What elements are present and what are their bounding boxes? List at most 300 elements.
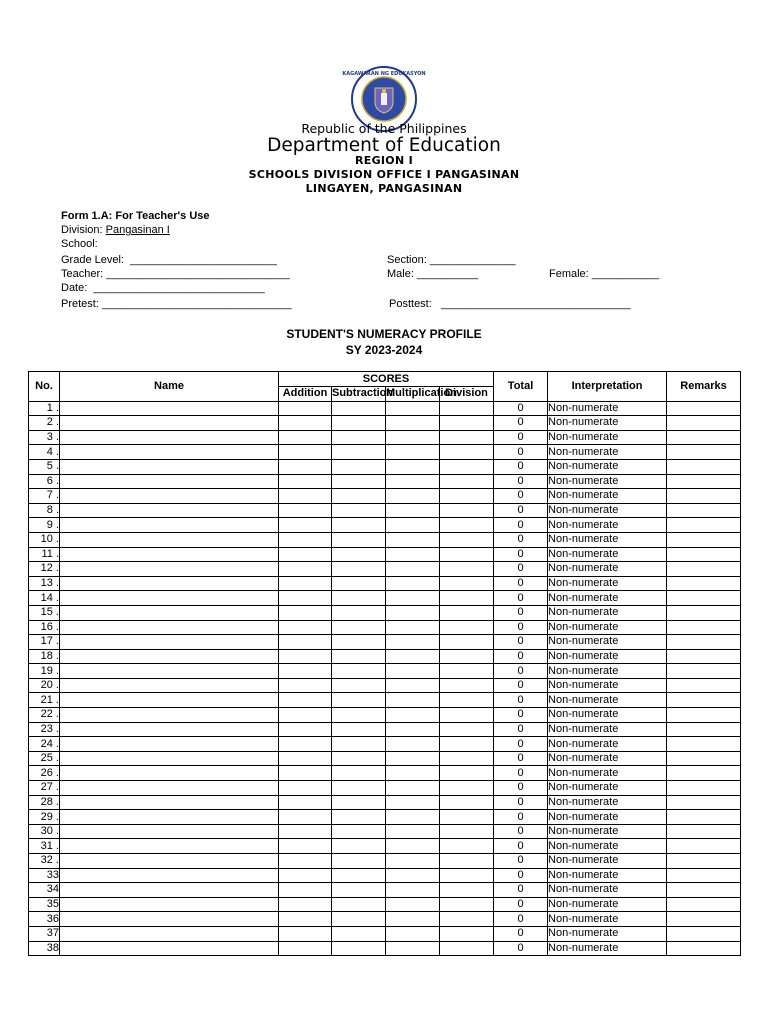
cell-interpretation: Non-numerate [548, 605, 667, 620]
cell-no: 22 . [29, 708, 60, 723]
cell-name [60, 489, 279, 504]
cell-addition [279, 459, 332, 474]
cell-total: 0 [494, 941, 548, 956]
cell-remarks [667, 883, 741, 898]
cell-division [440, 926, 494, 941]
cell-multiplication [386, 912, 440, 927]
cell-total: 0 [494, 635, 548, 650]
cell-subtraction [332, 766, 386, 781]
cell-total: 0 [494, 401, 548, 416]
cell-total: 0 [494, 459, 548, 474]
cell-interpretation: Non-numerate [548, 912, 667, 927]
female-field: Female: ___________ [549, 268, 660, 280]
cell-addition [279, 518, 332, 533]
cell-subtraction [332, 430, 386, 445]
cell-addition [279, 620, 332, 635]
cell-subtraction [332, 664, 386, 679]
cell-interpretation: Non-numerate [548, 445, 667, 460]
table-row [29, 532, 741, 547]
section-field: Section: ______________ [387, 254, 516, 266]
table-row [29, 810, 741, 825]
cell-no: 24 . [29, 737, 60, 752]
cell-no: 31 . [29, 839, 60, 854]
cell-remarks [667, 795, 741, 810]
table-row [29, 459, 741, 474]
cell-addition [279, 926, 332, 941]
table-row [29, 693, 741, 708]
cell-addition [279, 912, 332, 927]
cell-total: 0 [494, 518, 548, 533]
cell-remarks [667, 824, 741, 839]
cell-no: 28 . [29, 795, 60, 810]
table-row [29, 883, 741, 898]
cell-interpretation: Non-numerate [548, 766, 667, 781]
cell-addition [279, 839, 332, 854]
cell-interpretation: Non-numerate [548, 839, 667, 854]
cell-remarks [667, 489, 741, 504]
cell-interpretation: Non-numerate [548, 518, 667, 533]
cell-no: 19 . [29, 664, 60, 679]
table-row [29, 678, 741, 693]
col-total: Total [494, 372, 548, 402]
cell-division [440, 430, 494, 445]
cell-division [440, 401, 494, 416]
region-text: REGION I [355, 154, 413, 167]
cell-interpretation: Non-numerate [548, 401, 667, 416]
cell-name [60, 781, 279, 796]
cell-division [440, 941, 494, 956]
cell-addition [279, 781, 332, 796]
cell-division [440, 635, 494, 650]
cell-remarks [667, 416, 741, 431]
cell-total: 0 [494, 576, 548, 591]
table-row [29, 751, 741, 766]
cell-remarks [667, 722, 741, 737]
cell-multiplication [386, 883, 440, 898]
cell-no: 29 . [29, 810, 60, 825]
cell-subtraction [332, 416, 386, 431]
cell-total: 0 [494, 416, 548, 431]
cell-multiplication [386, 430, 440, 445]
cell-subtraction [332, 445, 386, 460]
cell-name [60, 474, 279, 489]
table-row [29, 868, 741, 883]
cell-no: 35 [29, 897, 60, 912]
cell-total: 0 [494, 445, 548, 460]
cell-total: 0 [494, 795, 548, 810]
cell-division [440, 620, 494, 635]
cell-division [440, 664, 494, 679]
cell-addition [279, 635, 332, 650]
cell-remarks [667, 664, 741, 679]
cell-subtraction [332, 781, 386, 796]
cell-name [60, 401, 279, 416]
cell-division [440, 722, 494, 737]
cell-addition [279, 649, 332, 664]
division-value: Pangasinan I [105, 224, 170, 236]
cell-total: 0 [494, 562, 548, 577]
col-division: Division [440, 387, 494, 402]
cell-interpretation: Non-numerate [548, 489, 667, 504]
cell-no: 33 [29, 868, 60, 883]
cell-division [440, 708, 494, 723]
table-row [29, 503, 741, 518]
cell-interpretation: Non-numerate [548, 737, 667, 752]
location-text: LINGAYEN, PANGASINAN [305, 182, 463, 195]
cell-multiplication [386, 854, 440, 869]
cell-no: 7 . [29, 489, 60, 504]
table-row [29, 605, 741, 620]
cell-subtraction [332, 810, 386, 825]
cell-remarks [667, 547, 741, 562]
cell-remarks [667, 576, 741, 591]
cell-name [60, 839, 279, 854]
table-row [29, 854, 741, 869]
cell-total: 0 [494, 430, 548, 445]
cell-multiplication [386, 489, 440, 504]
cell-subtraction [332, 795, 386, 810]
cell-name [60, 576, 279, 591]
cell-name [60, 518, 279, 533]
cell-subtraction [332, 532, 386, 547]
cell-addition [279, 678, 332, 693]
col-addition: Addition [279, 387, 332, 402]
cell-no: 32 . [29, 854, 60, 869]
cell-multiplication [386, 766, 440, 781]
cell-subtraction [332, 459, 386, 474]
cell-addition [279, 605, 332, 620]
table-row [29, 401, 741, 416]
cell-total: 0 [494, 766, 548, 781]
cell-multiplication [386, 795, 440, 810]
cell-total: 0 [494, 678, 548, 693]
table-row [29, 562, 741, 577]
cell-multiplication [386, 503, 440, 518]
cell-multiplication [386, 941, 440, 956]
table-row [29, 591, 741, 606]
cell-name [60, 605, 279, 620]
cell-name [60, 708, 279, 723]
cell-name [60, 664, 279, 679]
cell-no: 14 . [29, 591, 60, 606]
male-field: Male: __________ [387, 268, 479, 280]
cell-total: 0 [494, 693, 548, 708]
cell-interpretation: Non-numerate [548, 503, 667, 518]
cell-interpretation: Non-numerate [548, 897, 667, 912]
cell-addition [279, 751, 332, 766]
cell-addition [279, 547, 332, 562]
cell-division [440, 883, 494, 898]
cell-addition [279, 664, 332, 679]
cell-multiplication [386, 401, 440, 416]
cell-division [440, 751, 494, 766]
cell-subtraction [332, 489, 386, 504]
cell-name [60, 693, 279, 708]
cell-interpretation: Non-numerate [548, 751, 667, 766]
cell-subtraction [332, 868, 386, 883]
cell-multiplication [386, 416, 440, 431]
table-row [29, 722, 741, 737]
cell-addition [279, 824, 332, 839]
cell-multiplication [386, 693, 440, 708]
cell-division [440, 576, 494, 591]
cell-multiplication [386, 605, 440, 620]
cell-division [440, 532, 494, 547]
cell-subtraction [332, 576, 386, 591]
cell-name [60, 722, 279, 737]
cell-no: 8 . [29, 503, 60, 518]
cell-name [60, 678, 279, 693]
division-field [61, 224, 170, 236]
teacher-field: Teacher: ______________________________ [61, 268, 290, 280]
cell-subtraction [332, 824, 386, 839]
table-row [29, 489, 741, 504]
cell-total: 0 [494, 854, 548, 869]
cell-total: 0 [494, 649, 548, 664]
cell-remarks [667, 605, 741, 620]
cell-no: 11 . [29, 547, 60, 562]
cell-subtraction [332, 839, 386, 854]
cell-interpretation: Non-numerate [548, 693, 667, 708]
school-year: SY 2023-2024 [345, 343, 423, 357]
cell-name [60, 883, 279, 898]
cell-addition [279, 416, 332, 431]
cell-remarks [667, 854, 741, 869]
cell-division [440, 810, 494, 825]
grade-level-field: Grade Level: ________________________ [61, 254, 277, 266]
cell-name [60, 751, 279, 766]
cell-addition [279, 722, 332, 737]
cell-interpretation: Non-numerate [548, 708, 667, 723]
cell-subtraction [332, 941, 386, 956]
cell-addition [279, 708, 332, 723]
table-row [29, 897, 741, 912]
cell-remarks [667, 839, 741, 854]
cell-addition [279, 868, 332, 883]
cell-subtraction [332, 926, 386, 941]
cell-total: 0 [494, 605, 548, 620]
cell-no: 3 . [29, 430, 60, 445]
cell-addition [279, 401, 332, 416]
cell-no: 18 . [29, 649, 60, 664]
col-scores: SCORES [279, 372, 494, 387]
cell-multiplication [386, 708, 440, 723]
cell-subtraction [332, 854, 386, 869]
cell-no: 4 . [29, 445, 60, 460]
cell-no: 2 . [29, 416, 60, 431]
department-title: Department of Education [267, 135, 501, 156]
cell-total: 0 [494, 839, 548, 854]
cell-interpretation: Non-numerate [548, 926, 667, 941]
seal-text: KAGAWARAN NG EDUKASYON [342, 71, 426, 77]
col-subtraction: Subtraction [332, 387, 394, 400]
cell-remarks [667, 649, 741, 664]
cell-name [60, 824, 279, 839]
table-row [29, 620, 741, 635]
cell-interpretation: Non-numerate [548, 854, 667, 869]
cell-addition [279, 941, 332, 956]
cell-name [60, 854, 279, 869]
cell-interpretation: Non-numerate [548, 430, 667, 445]
col-no: No. [29, 372, 60, 402]
cell-division [440, 781, 494, 796]
cell-remarks [667, 781, 741, 796]
cell-name [60, 591, 279, 606]
cell-subtraction [332, 693, 386, 708]
cell-division [440, 766, 494, 781]
date-field: Date: ____________________________ [61, 282, 265, 294]
cell-division [440, 839, 494, 854]
cell-no: 13 . [29, 576, 60, 591]
cell-division [440, 445, 494, 460]
cell-interpretation: Non-numerate [548, 868, 667, 883]
table-row [29, 781, 741, 796]
cell-no: 34 [29, 883, 60, 898]
cell-interpretation: Non-numerate [548, 678, 667, 693]
cell-division [440, 824, 494, 839]
table-row [29, 474, 741, 489]
cell-name [60, 620, 279, 635]
cell-no: 6 . [29, 474, 60, 489]
cell-addition [279, 854, 332, 869]
cell-total: 0 [494, 620, 548, 635]
cell-addition [279, 766, 332, 781]
cell-remarks [667, 532, 741, 547]
cell-remarks [667, 591, 741, 606]
cell-total: 0 [494, 547, 548, 562]
cell-subtraction [332, 912, 386, 927]
cell-multiplication [386, 532, 440, 547]
cell-name [60, 810, 279, 825]
cell-subtraction [332, 547, 386, 562]
cell-multiplication [386, 926, 440, 941]
cell-subtraction [332, 605, 386, 620]
cell-subtraction [332, 635, 386, 650]
cell-division [440, 649, 494, 664]
cell-subtraction [332, 591, 386, 606]
cell-multiplication [386, 445, 440, 460]
cell-multiplication [386, 839, 440, 854]
cell-subtraction [332, 620, 386, 635]
table-row [29, 518, 741, 533]
cell-division [440, 854, 494, 869]
cell-division [440, 489, 494, 504]
cell-interpretation: Non-numerate [548, 562, 667, 577]
cell-name [60, 547, 279, 562]
cell-total: 0 [494, 868, 548, 883]
cell-total: 0 [494, 737, 548, 752]
cell-addition [279, 430, 332, 445]
cell-subtraction [332, 474, 386, 489]
cell-remarks [667, 678, 741, 693]
republic-text: Republic of the Philippines [301, 121, 467, 136]
cell-multiplication [386, 781, 440, 796]
table-row [29, 795, 741, 810]
cell-no: 27 . [29, 781, 60, 796]
cell-remarks [667, 459, 741, 474]
cell-total: 0 [494, 532, 548, 547]
cell-remarks [667, 810, 741, 825]
cell-addition [279, 445, 332, 460]
cell-remarks [667, 868, 741, 883]
cell-no: 20 . [29, 678, 60, 693]
cell-interpretation: Non-numerate [548, 649, 667, 664]
cell-name [60, 737, 279, 752]
cell-no: 36 [29, 912, 60, 927]
cell-remarks [667, 401, 741, 416]
cell-interpretation: Non-numerate [548, 474, 667, 489]
cell-total: 0 [494, 664, 548, 679]
table-row [29, 547, 741, 562]
cell-subtraction [332, 751, 386, 766]
cell-name [60, 503, 279, 518]
cell-multiplication [386, 868, 440, 883]
cell-total: 0 [494, 883, 548, 898]
cell-remarks [667, 751, 741, 766]
table-row [29, 926, 741, 941]
cell-interpretation: Non-numerate [548, 883, 667, 898]
cell-subtraction [332, 401, 386, 416]
cell-name [60, 897, 279, 912]
cell-total: 0 [494, 926, 548, 941]
cell-remarks [667, 926, 741, 941]
cell-no: 15 . [29, 605, 60, 620]
school-field: School: [61, 238, 98, 250]
cell-multiplication [386, 591, 440, 606]
pretest-field: Pretest: _______________________________ [61, 298, 292, 310]
cell-division [440, 693, 494, 708]
cell-subtraction [332, 678, 386, 693]
cell-division [440, 474, 494, 489]
cell-no: 5 . [29, 459, 60, 474]
cell-addition [279, 810, 332, 825]
cell-remarks [667, 635, 741, 650]
cell-interpretation: Non-numerate [548, 635, 667, 650]
cell-total: 0 [494, 591, 548, 606]
cell-division [440, 503, 494, 518]
cell-name [60, 532, 279, 547]
table-row [29, 766, 741, 781]
cell-subtraction [332, 897, 386, 912]
cell-name [60, 416, 279, 431]
cell-remarks [667, 941, 741, 956]
cell-name [60, 430, 279, 445]
posttest-field: Posttest: _______________________________ [389, 298, 631, 310]
table-row [29, 824, 741, 839]
col-interpretation: Interpretation [548, 372, 667, 402]
table-row [29, 839, 741, 854]
cell-no: 25 . [29, 751, 60, 766]
cell-total: 0 [494, 722, 548, 737]
cell-no: 38 [29, 941, 60, 956]
cell-multiplication [386, 722, 440, 737]
cell-multiplication [386, 678, 440, 693]
cell-subtraction [332, 737, 386, 752]
cell-division [440, 737, 494, 752]
cell-total: 0 [494, 912, 548, 927]
cell-addition [279, 591, 332, 606]
table-row [29, 635, 741, 650]
cell-division [440, 562, 494, 577]
cell-remarks [667, 445, 741, 460]
cell-interpretation: Non-numerate [548, 547, 667, 562]
cell-subtraction [332, 708, 386, 723]
cell-name [60, 445, 279, 460]
col-multiplication: Multiplication [386, 387, 457, 400]
cell-addition [279, 489, 332, 504]
cell-remarks [667, 693, 741, 708]
cell-total: 0 [494, 824, 548, 839]
